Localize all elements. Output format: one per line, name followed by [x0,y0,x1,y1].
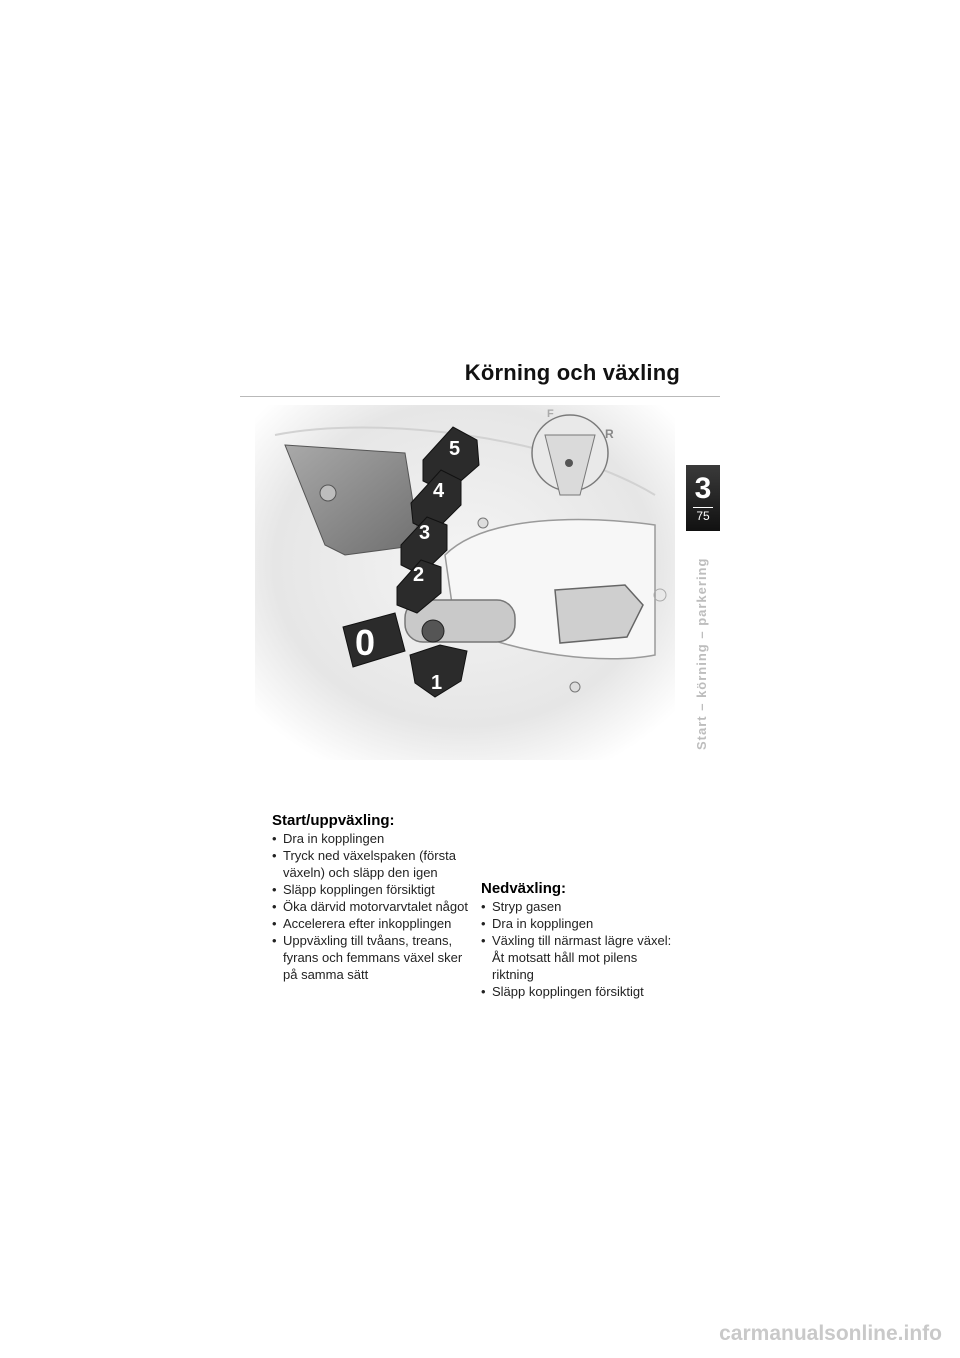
list-item: • Släpp kopplingen försiktigt [481,983,681,1000]
gear-label-0: 0 [355,622,376,663]
list-item: • Släpp kopplingen försiktigt [272,881,472,898]
upshift-heading: Start/uppväxling: [272,812,395,829]
list-item: • Växling till närmast lägre växel: Åt motsatt håll mot pilens riktning [481,932,681,983]
panel-screw [478,518,488,528]
gear-label-5: 5 [449,438,461,460]
downshift-section [481,880,681,1000]
page-number: 75 [696,509,710,523]
gear-label-4: 4 [433,480,445,502]
gear-label-2: 2 [413,564,425,586]
shift-lever-knob [422,620,444,642]
list-item: • Dra in kopplingen [481,915,681,932]
list-item: • Uppväxling till tvåans, treans, fyrans och femmans växel sker på samma sätt [272,932,472,983]
dial-letter-r: R [605,427,614,441]
chapter-tab [686,465,720,531]
dial-letter-f: F [547,408,554,420]
upshift-list [272,830,472,983]
list-item: • Öka därvid motorvarvtalet något [272,898,472,915]
gear-shift-illustration [255,405,675,760]
list-item: • Stryp gasen [481,898,681,915]
upshift-section [272,812,472,983]
engine-bolt [320,485,336,501]
title-divider [240,396,720,397]
list-item: • Dra in kopplingen [272,830,472,847]
watermark-link[interactable]: carmanualsonline.info [719,1322,942,1345]
downshift-list [481,898,681,1000]
gear-label-1: 1 [431,672,443,694]
panel-screw [570,682,580,692]
downshift-heading: Nedväxling: [481,880,567,897]
list-item: • Accelerera efter inkopplingen [272,915,472,932]
gear-label-3: 3 [419,522,431,544]
filler-cap-screw [565,459,573,467]
chapter-number: 3 [694,472,712,505]
page-title: Körning och växling [464,360,680,385]
list-item: • Tryck ned växelspaken (första växeln) och släpp den igen [272,847,472,881]
chapter-side-label: Start – körning – parkering [694,557,709,750]
